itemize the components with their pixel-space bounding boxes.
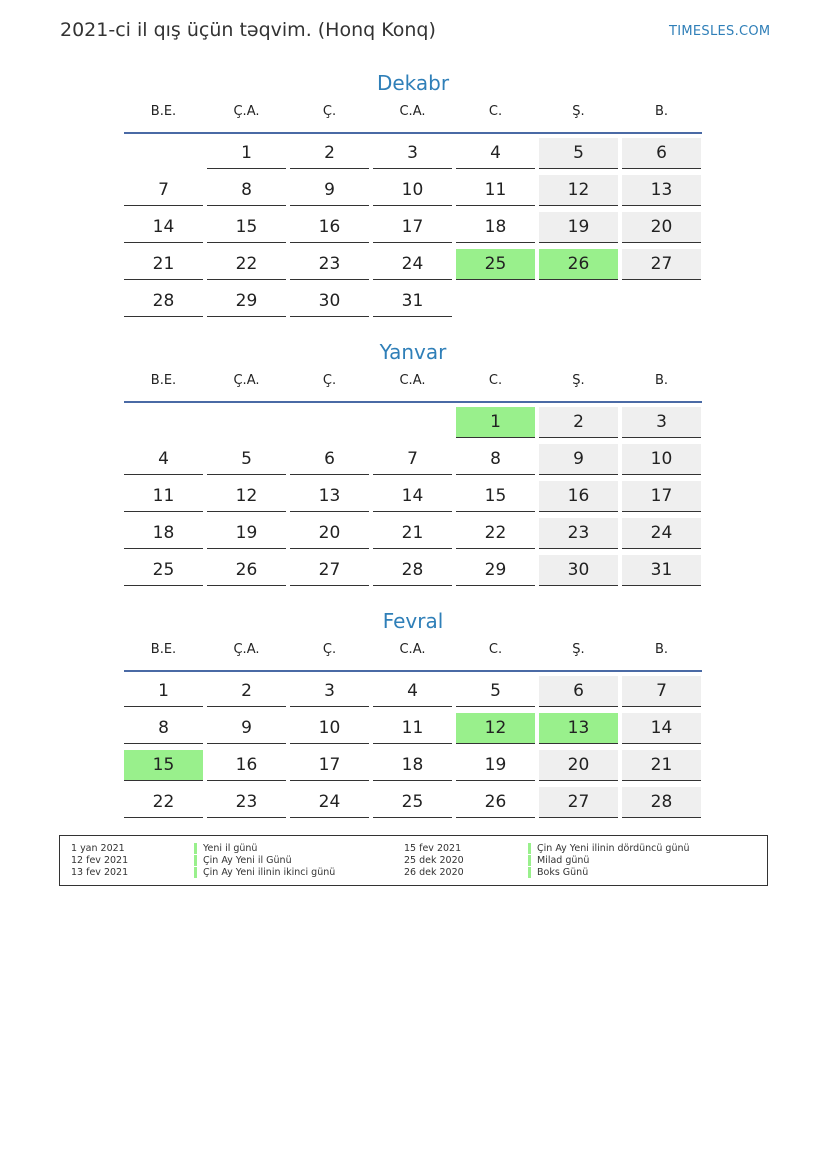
day-cell: 8: [124, 713, 203, 744]
day-cell: 5: [207, 444, 286, 475]
day-cell: 20: [539, 750, 618, 781]
day-cell: 6: [622, 138, 701, 169]
day-cell: 2: [290, 138, 369, 169]
day-cell: 28: [373, 555, 452, 586]
legend-date: 25 dek 2020: [404, 855, 464, 866]
day-cell: 6: [290, 444, 369, 475]
day-cell: 31: [622, 555, 701, 586]
weekday-header: [122, 642, 704, 670]
empty-day-cell: [207, 407, 286, 437]
day-cell: 10: [290, 713, 369, 744]
day-cell: 14: [124, 212, 203, 243]
day-cell: 3: [622, 407, 701, 438]
day-cell: 8: [456, 444, 535, 475]
day-cell: 18: [456, 212, 535, 243]
day-cell: 22: [207, 249, 286, 280]
day-cell: 17: [622, 481, 701, 512]
day-cell: 23: [207, 787, 286, 818]
day-cell: 19: [207, 518, 286, 549]
empty-day-cell: [124, 407, 203, 437]
holiday-day-cell: 13: [539, 713, 618, 744]
weekday-label: B.: [654, 373, 669, 388]
day-cell: 4: [456, 138, 535, 169]
day-grid: [122, 134, 704, 323]
day-cell: 13: [290, 481, 369, 512]
day-cell: 14: [373, 481, 452, 512]
weekday-label: Ş.: [572, 104, 585, 119]
month-january: [122, 338, 704, 592]
day-grid: [122, 403, 704, 592]
day-cell: 7: [622, 676, 701, 707]
legend-name: Çin Ay Yeni ilinin ikinci günü: [203, 867, 336, 878]
day-cell: 11: [456, 175, 535, 206]
day-cell: 27: [539, 787, 618, 818]
day-cell: 23: [539, 518, 618, 549]
month-december: [122, 69, 704, 323]
day-cell: 26: [456, 787, 535, 818]
day-cell: 30: [290, 286, 369, 317]
month-title: Dekabr: [376, 71, 450, 95]
day-cell: 13: [622, 175, 701, 206]
holiday-marker: [194, 867, 197, 878]
day-cell: 10: [373, 175, 452, 206]
day-cell: 1: [207, 138, 286, 169]
day-cell: 17: [373, 212, 452, 243]
day-cell: 15: [207, 212, 286, 243]
weekday-label: Ç.A.: [233, 642, 260, 657]
day-cell: 25: [373, 787, 452, 818]
day-cell: 29: [207, 286, 286, 317]
day-cell: 31: [373, 286, 452, 317]
day-cell: 19: [539, 212, 618, 243]
page-title: 2021-ci il qış üçün təqvim. (Honq Konq): [60, 19, 436, 41]
day-cell: 24: [373, 249, 452, 280]
holiday-legend: [59, 835, 768, 886]
legend-name: Yeni il günü: [203, 843, 258, 854]
weekday-label: B.E.: [150, 642, 177, 657]
day-cell: 2: [539, 407, 618, 438]
day-cell: 29: [456, 555, 535, 586]
holiday-marker: [528, 843, 531, 854]
day-cell: 28: [124, 286, 203, 317]
holiday-day-cell: 26: [539, 249, 618, 280]
weekday-header: [122, 373, 704, 401]
day-cell: 5: [539, 138, 618, 169]
legend-date: 15 fev 2021: [404, 843, 462, 854]
day-cell: 3: [373, 138, 452, 169]
day-cell: 11: [373, 713, 452, 744]
day-cell: 28: [622, 787, 701, 818]
day-cell: 18: [124, 518, 203, 549]
weekday-label: Ç.: [322, 642, 337, 657]
holiday-day-cell: 15: [124, 750, 203, 781]
day-cell: 30: [539, 555, 618, 586]
day-cell: 4: [124, 444, 203, 475]
day-cell: 2: [207, 676, 286, 707]
month-february: [122, 607, 704, 824]
day-cell: 9: [539, 444, 618, 475]
day-cell: 7: [124, 175, 203, 206]
weekday-label: Ç.A.: [233, 373, 260, 388]
day-cell: 17: [290, 750, 369, 781]
legend-date: 1 yan 2021: [71, 843, 125, 854]
day-cell: 24: [290, 787, 369, 818]
day-cell: 6: [539, 676, 618, 707]
weekday-label: Ş.: [572, 642, 585, 657]
day-cell: 21: [373, 518, 452, 549]
weekday-label: C.A.: [399, 104, 426, 119]
day-cell: 10: [622, 444, 701, 475]
holiday-marker: [194, 843, 197, 854]
day-cell: 27: [290, 555, 369, 586]
day-cell: 7: [373, 444, 452, 475]
weekday-label: C.: [488, 104, 503, 119]
day-cell: 1: [124, 676, 203, 707]
holiday-day-cell: 25: [456, 249, 535, 280]
brand-link[interactable]: TIMESLES.COM: [669, 24, 771, 39]
day-cell: 25: [124, 555, 203, 586]
legend-date: 26 dek 2020: [404, 867, 464, 878]
weekday-label: Ç.A.: [233, 104, 260, 119]
day-grid: [122, 672, 704, 824]
day-cell: 18: [373, 750, 452, 781]
month-title: Yanvar: [379, 340, 447, 364]
weekday-label: Ş.: [572, 373, 585, 388]
weekday-label: C.: [488, 642, 503, 657]
day-cell: 20: [290, 518, 369, 549]
weekday-label: B.: [654, 104, 669, 119]
day-cell: 12: [539, 175, 618, 206]
legend-name: Çin Ay Yeni ilinin dördüncü günü: [537, 843, 690, 854]
holiday-marker: [528, 855, 531, 866]
holiday-day-cell: 12: [456, 713, 535, 744]
day-cell: 16: [539, 481, 618, 512]
day-cell: 12: [207, 481, 286, 512]
legend-date: 13 fev 2021: [71, 867, 129, 878]
weekday-label: Ç.: [322, 373, 337, 388]
day-cell: 21: [124, 249, 203, 280]
day-cell: 22: [456, 518, 535, 549]
weekday-label: B.: [654, 642, 669, 657]
day-cell: 19: [456, 750, 535, 781]
legend-name: Milad günü: [537, 855, 590, 866]
day-cell: 8: [207, 175, 286, 206]
day-cell: 9: [207, 713, 286, 744]
day-cell: 27: [622, 249, 701, 280]
day-cell: 14: [622, 713, 701, 744]
weekday-label: B.E.: [150, 104, 177, 119]
weekday-label: B.E.: [150, 373, 177, 388]
legend-name: Çin Ay Yeni il Günü: [203, 855, 292, 866]
weekday-label: C.A.: [399, 642, 426, 657]
day-cell: 21: [622, 750, 701, 781]
day-cell: 26: [207, 555, 286, 586]
day-cell: 16: [290, 212, 369, 243]
day-cell: 5: [456, 676, 535, 707]
day-cell: 9: [290, 175, 369, 206]
day-cell: 4: [373, 676, 452, 707]
weekday-label: C.: [488, 373, 503, 388]
legend-date: 12 fev 2021: [71, 855, 129, 866]
empty-day-cell: [290, 407, 369, 437]
weekday-label: Ç.: [322, 104, 337, 119]
holiday-marker: [528, 867, 531, 878]
day-cell: 23: [290, 249, 369, 280]
holiday-marker: [194, 855, 197, 866]
weekday-label: C.A.: [399, 373, 426, 388]
day-cell: 22: [124, 787, 203, 818]
empty-day-cell: [373, 407, 452, 437]
day-cell: 3: [290, 676, 369, 707]
day-cell: 24: [622, 518, 701, 549]
day-cell: 11: [124, 481, 203, 512]
day-cell: 20: [622, 212, 701, 243]
day-cell: 15: [456, 481, 535, 512]
legend-name: Boks Günü: [537, 867, 589, 878]
day-cell: 16: [207, 750, 286, 781]
holiday-day-cell: 1: [456, 407, 535, 438]
month-title: Fevral: [382, 609, 444, 633]
weekday-header: [122, 104, 704, 132]
empty-day-cell: [124, 138, 203, 168]
